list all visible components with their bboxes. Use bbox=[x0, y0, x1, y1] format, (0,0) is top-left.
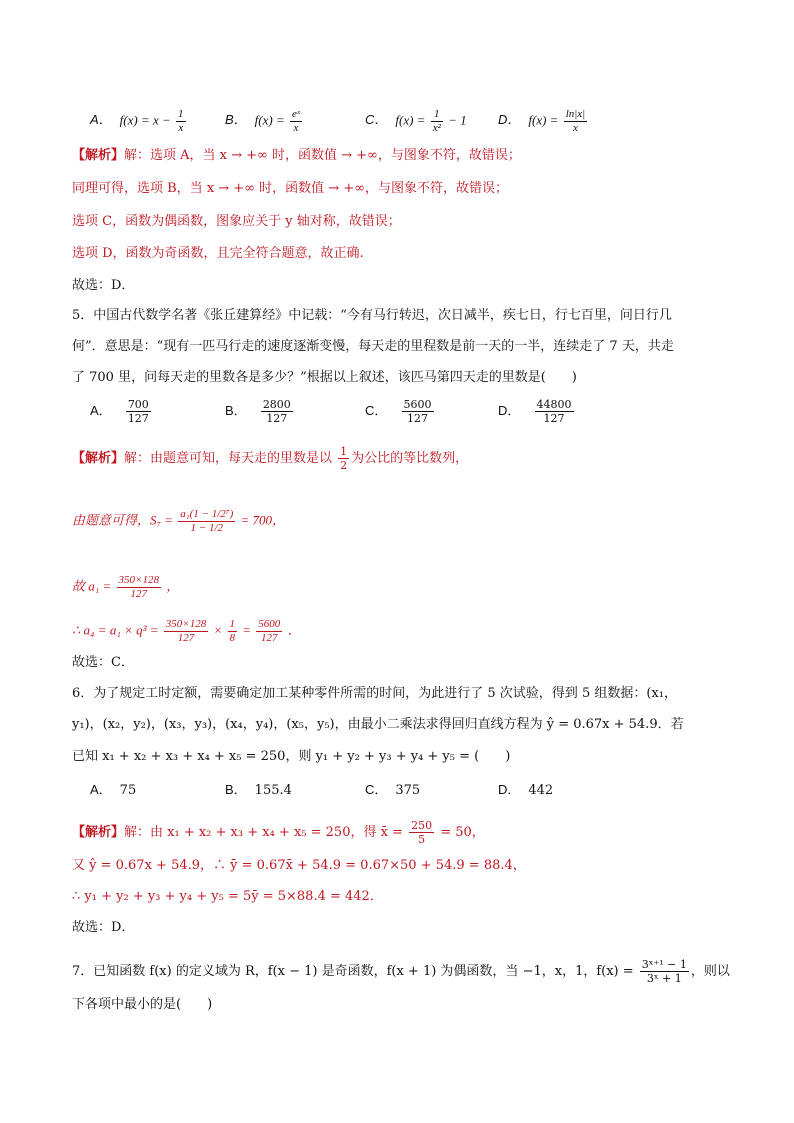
fraction: $\frac{1}{x}$ bbox=[178, 108, 184, 134]
q7-stem-line-1: 7．已知函数 f(x) 的定义域为 R，f(x − 1) 是奇函数，f(x + 1) 为偶函数，当 −1，x，1，f(x) = $\frac{\text{3ˣ⁺¹ − 1}}{\text{3ˣ + 1}}$ ，则以 bbox=[72, 958, 730, 985]
q4-analysis-line-2: 同理可得，选项 B，当 x → +∞ 时，函数值 → +∞，与图象不符，故错误； bbox=[72, 181, 509, 196]
q5-analysis-line-2: 由题意可得，S₇ = $\frac{\text{a₁(1 − 1/2⁷)}}{1 - 1/2}$ = 700， bbox=[72, 508, 286, 534]
q5-option-d[interactable]: D． $\frac{44800}{127}$ bbox=[498, 398, 572, 425]
fraction: $\frac{5600}{127}$ bbox=[258, 618, 281, 644]
q4-option-a[interactable]: A． f(x) = x − $\frac{1}{x}$ bbox=[90, 108, 184, 134]
q5-answer: 故选：C． bbox=[72, 655, 134, 670]
q4-option-c[interactable]: C． f(x) = $\frac{1}{\text{x²}}$ − 1 bbox=[365, 108, 467, 134]
fraction: $\frac{\ln|x|}{x}$ bbox=[565, 108, 586, 134]
q4-option-d[interactable]: D． f(x) = $\frac{\ln|x|}{x}$ bbox=[498, 108, 586, 134]
fraction: $\frac{\text{a₁(1 − 1/2⁷)}}{1 - 1/2}$ bbox=[180, 508, 234, 534]
fraction: $\frac{350\times 128}{127}$ bbox=[118, 574, 159, 600]
q5-stem-line-2: 何”．意思是：“现有一匹马行走的速度逐渐变慢，每天走的里程数是前一天的一半，连续走了 7 天，共走 bbox=[72, 339, 674, 354]
fraction: $\frac{2800}{127}$ bbox=[262, 398, 291, 425]
q6-option-c[interactable]: C． 375 bbox=[365, 782, 421, 798]
fraction: $\frac{350\times 128}{127}$ bbox=[165, 618, 207, 644]
q5-stem-line-1: 5．中国古代数学名著《张丘建算经》中记载：“今有马行转迟，次日减半，疾七日，行七百里，问日行几 bbox=[72, 308, 672, 323]
q7-stem-line-2: 下各项中最小的是( ) bbox=[72, 997, 213, 1012]
fraction: $\frac{1}{8}$ bbox=[229, 618, 235, 644]
q5-analysis-line-4: ∴ a₄ = a₁ × q³ = $\frac{350\times 128}{127}$ × $\frac{1}{8}$ = $\frac{5600}{127}$ ． bbox=[72, 618, 301, 644]
fraction: $\frac{700}{127}$ bbox=[127, 398, 149, 425]
fraction: $\frac{5600}{127}$ bbox=[403, 398, 432, 425]
q6-analysis-line-3: ∴ y₁ + y₂ + y₃ + y₄ + y₅ = 5ȳ = 5×88.4 = 442． bbox=[72, 889, 383, 904]
q6-answer: 故选：D． bbox=[72, 920, 135, 935]
analysis-tag: 【解析】 bbox=[72, 825, 125, 840]
q6-option-b[interactable]: B． 155.4 bbox=[225, 782, 292, 798]
q5-analysis-line-3: 故 a₁ = $\frac{350\times 128}{127}$ ， bbox=[72, 574, 180, 600]
analysis-tag: 【解析】 bbox=[72, 451, 125, 466]
q4-analysis-line-3: 选项 C，函数为偶函数，图象应关于 y 轴对称，故错误； bbox=[72, 214, 401, 229]
q6-stem-line-1: 6．为了规定工时定额，需要确定加工某种零件所需的时间，为此进行了 5 次试验，得到 5 组数据：(x₁， bbox=[72, 686, 677, 701]
analysis-tag: 【解析】 bbox=[72, 148, 125, 163]
fraction: $\frac{\text{3ˣ⁺¹ − 1}}{\text{3ˣ + 1}}$ bbox=[641, 958, 687, 985]
fraction: $\frac{250}{5}$ bbox=[411, 819, 433, 846]
fraction: $\frac{1}{2}$ bbox=[340, 445, 348, 472]
q6-stem-line-2: y₁)，(x₂，y₂)，(x₃，y₃)，(x₄，y₄)，(x₅，y₅)，由最小二乘法求得回归直线方程为 ŷ = 0.67x + 54.9．若 bbox=[72, 717, 684, 732]
q4-analysis-line-1: 【解析】解：选项 A，当 x → +∞ 时，函数值 → +∞，与图象不符，故错误； bbox=[72, 148, 521, 163]
q6-analysis-line-2: 又 ŷ = 0.67x + 54.9，∴ ȳ = 0.67x̄ + 54.9 = 0.67×50 + 54.9 = 88.4， bbox=[72, 858, 526, 873]
q4-analysis-line-4: 选项 D，函数为奇函数，且完全符合题意，故正确. bbox=[72, 246, 364, 261]
fraction: $\frac{44800}{127}$ bbox=[536, 398, 572, 425]
q5-option-b[interactable]: B． $\frac{2800}{127}$ bbox=[225, 398, 291, 425]
q4-option-b[interactable]: B． f(x) = $\frac{\text{eˣ}}{x}$ bbox=[225, 108, 300, 134]
q5-option-a[interactable]: A． $\frac{700}{127}$ bbox=[90, 398, 149, 425]
q5-option-c[interactable]: C． $\frac{5600}{127}$ bbox=[365, 398, 432, 425]
q6-stem-line-3: 已知 x₁ + x₂ + x₃ + x₄ + x₅ = 250，则 y₁ + y₂ + y₃ + y₄ + y₅ = ( ) bbox=[72, 749, 511, 764]
q6-option-d[interactable]: D． 442 bbox=[498, 782, 554, 798]
q4-answer: 故选：D． bbox=[72, 278, 135, 293]
q5-analysis-line-1: 【解析】解：由题意可知，每天走的里数是以 $\frac{1}{2}$ 为公比的等比数列， bbox=[72, 445, 469, 472]
fraction: $\frac{1}{\text{x²}}$ bbox=[432, 108, 441, 134]
fraction: $\frac{\text{eˣ}}{x}$ bbox=[291, 108, 300, 134]
q6-analysis-line-1: 【解析】解：由 x₁ + x₂ + x₃ + x₄ + x₅ = 250，得 x̄ = $\frac{250}{5}$ = 50， bbox=[72, 819, 485, 846]
q6-option-a[interactable]: A． 75 bbox=[90, 782, 137, 798]
q5-stem-line-3: 了 700 里，问每天走的里数各是多少？”根据以上叙述，该匹马第四天走的里数是( ) bbox=[72, 370, 577, 385]
